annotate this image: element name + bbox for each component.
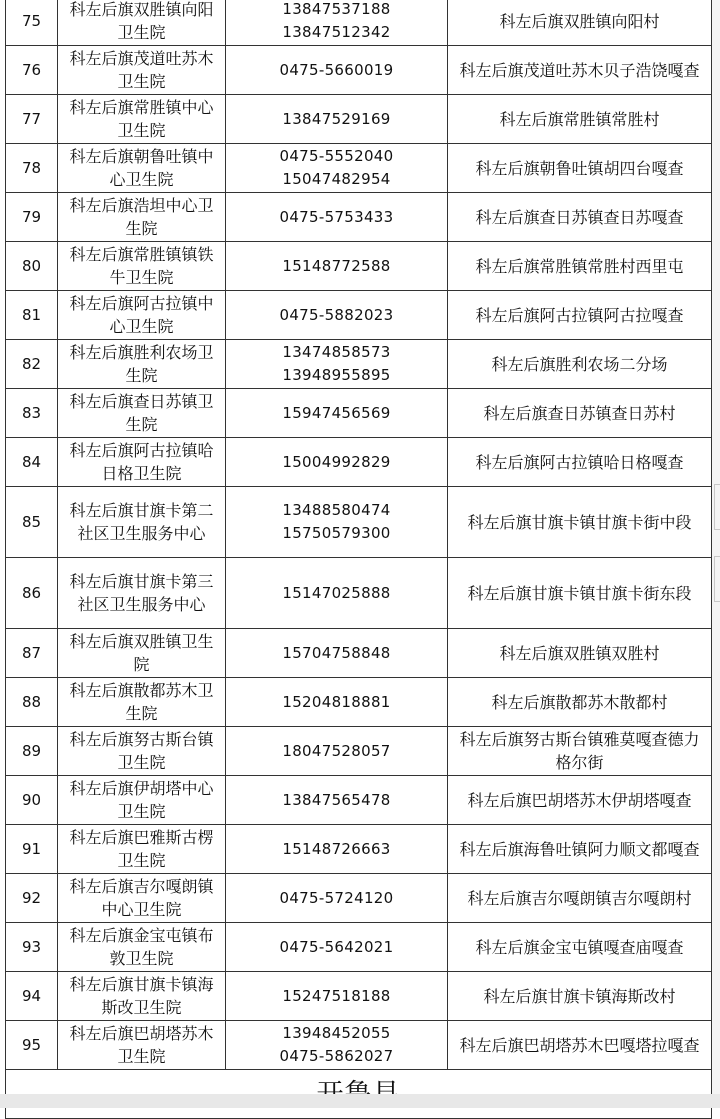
address: 科左后旗吉尔嘎朗镇吉尔嘎朗村	[448, 874, 712, 923]
hospital-name: 科左后旗巴胡塔苏木卫生院	[58, 1021, 226, 1070]
phone-number: 15148726663	[282, 839, 391, 858]
phone-number: 15147025888	[282, 583, 391, 602]
address: 科左后旗巴胡塔苏木伊胡塔嘎查	[448, 776, 712, 825]
row-number: 85	[6, 487, 58, 558]
phone-cell	[226, 340, 448, 389]
table-row	[6, 678, 712, 727]
row-number: 80	[6, 242, 58, 291]
table-row	[6, 972, 712, 1021]
row-number: 88	[6, 678, 58, 727]
hospital-name: 科左后旗努古斯台镇卫生院	[58, 727, 226, 776]
phone-number: 0475-5660019	[279, 60, 394, 79]
phone-number: 0475-5552040	[279, 147, 394, 165]
phone-number: 0475-5642021	[279, 937, 394, 956]
phone-cell	[226, 558, 448, 629]
phone-cell	[226, 776, 448, 825]
row-number: 78	[6, 144, 58, 193]
hospital-name: 科左后旗甘旗卡第三社区卫生服务中心	[58, 558, 226, 629]
address: 科左后旗常胜镇常胜村	[448, 95, 712, 144]
phone-cell	[226, 291, 448, 340]
address: 科左后旗胜利农场二分场	[448, 340, 712, 389]
phone-number: 15148772588	[282, 256, 391, 275]
table-row	[6, 1021, 712, 1070]
address: 科左后旗努古斯台镇雅莫嘎查德力格尔街	[448, 727, 712, 776]
row-number: 82	[6, 340, 58, 389]
phone-cell	[226, 95, 448, 144]
row-number: 84	[6, 438, 58, 487]
phone-cell	[226, 825, 448, 874]
address: 科左后旗双胜镇向阳村	[448, 0, 712, 46]
phone-number: 0475-5882023	[279, 305, 394, 324]
address: 科左后旗甘旗卡镇甘旗卡街东段	[448, 558, 712, 629]
table-row	[6, 95, 712, 144]
hospital-name: 科左后旗常胜镇镇铁牛卫生院	[58, 242, 226, 291]
phone-number: 13488580474	[282, 501, 391, 519]
side-marker	[714, 556, 720, 602]
row-number: 87	[6, 629, 58, 678]
address: 科左后旗散都苏木散都村	[448, 678, 712, 727]
phone-cell	[226, 923, 448, 972]
hospital-name: 科左后旗茂道吐苏木卫生院	[58, 46, 226, 95]
phone-cell	[226, 46, 448, 95]
address: 科左后旗甘旗卡镇甘旗卡街中段	[448, 487, 712, 558]
address: 科左后旗海鲁吐镇阿力顺文都嘎查	[448, 825, 712, 874]
address: 科左后旗查日苏镇查日苏嘎查	[448, 193, 712, 242]
phone-number: 0475-5724120	[279, 888, 394, 907]
hospital-name: 科左后旗浩坦中心卫生院	[58, 193, 226, 242]
table-row	[6, 727, 712, 776]
address: 科左后旗巴胡塔苏木巴嘎塔拉嘎查	[448, 1021, 712, 1070]
address: 科左后旗查日苏镇查日苏村	[448, 389, 712, 438]
phone-cell	[226, 389, 448, 438]
hospital-name: 科左后旗双胜镇卫生院	[58, 629, 226, 678]
phone-number: 15704758848	[282, 643, 391, 662]
hospital-name: 科左后旗散都苏木卫生院	[58, 678, 226, 727]
phone-number: 0475-5862027	[279, 1047, 394, 1065]
table-row	[6, 242, 712, 291]
table-row	[6, 340, 712, 389]
phone-number: 13847512342	[282, 23, 391, 41]
hospital-name: 科左后旗查日苏镇卫生院	[58, 389, 226, 438]
row-number: 76	[6, 46, 58, 95]
table-row	[6, 558, 712, 629]
phone-number: 15204818881	[282, 692, 391, 711]
hospital-name: 科左后旗甘旗卡镇海斯改卫生院	[58, 972, 226, 1021]
address: 科左后旗阿古拉镇哈日格嘎查	[448, 438, 712, 487]
phone-number: 15004992829	[282, 452, 391, 471]
address: 科左后旗金宝屯镇嘎查庙嘎查	[448, 923, 712, 972]
address: 科左后旗甘旗卡镇海斯改村	[448, 972, 712, 1021]
row-number: 86	[6, 558, 58, 629]
phone-cell	[226, 438, 448, 487]
address: 科左后旗茂道吐苏木贝子浩饶嘎查	[448, 46, 712, 95]
row-number: 91	[6, 825, 58, 874]
table-row	[6, 776, 712, 825]
right-edge-strip	[712, 0, 720, 1094]
side-marker	[714, 484, 720, 530]
table-row	[6, 193, 712, 242]
address: 科左后旗双胜镇双胜村	[448, 629, 712, 678]
table-row	[6, 629, 712, 678]
hospital-name: 科左后旗吉尔嘎朗镇中心卫生院	[58, 874, 226, 923]
table-row	[6, 291, 712, 340]
row-number: 90	[6, 776, 58, 825]
address: 科左后旗朝鲁吐镇胡四台嘎查	[448, 144, 712, 193]
table-row	[6, 438, 712, 487]
hospital-table	[5, 0, 712, 1119]
row-number: 79	[6, 193, 58, 242]
table-row	[6, 874, 712, 923]
bottom-edge-strip	[0, 1094, 720, 1108]
table-row	[6, 0, 712, 46]
hospital-name: 科左后旗伊胡塔中心卫生院	[58, 776, 226, 825]
row-number: 94	[6, 972, 58, 1021]
phone-number: 13847565478	[282, 790, 391, 809]
row-number: 81	[6, 291, 58, 340]
row-number: 93	[6, 923, 58, 972]
row-number: 95	[6, 1021, 58, 1070]
hospital-name: 科左后旗巴雅斯古楞卫生院	[58, 825, 226, 874]
phone-cell	[226, 678, 448, 727]
row-number: 89	[6, 727, 58, 776]
phone-cell	[226, 727, 448, 776]
phone-cell	[226, 629, 448, 678]
phone-cell	[226, 0, 448, 46]
table-row	[6, 825, 712, 874]
phone-number: 15947456569	[282, 403, 391, 422]
hospital-name: 科左后旗胜利农场卫生院	[58, 340, 226, 389]
phone-number: 13948955895	[282, 366, 391, 384]
table-row	[6, 389, 712, 438]
hospital-name: 科左后旗双胜镇向阳卫生院	[58, 0, 226, 46]
phone-cell	[226, 193, 448, 242]
table-row	[6, 144, 712, 193]
phone-number: 18047528057	[282, 741, 391, 760]
hospital-name: 科左后旗阿古拉镇哈日格卫生院	[58, 438, 226, 487]
row-number: 92	[6, 874, 58, 923]
phone-number: 15750579300	[282, 524, 391, 542]
table-row	[6, 923, 712, 972]
phone-number: 13948452055	[282, 1024, 391, 1042]
phone-cell	[226, 874, 448, 923]
phone-number: 15247518188	[282, 986, 391, 1005]
phone-cell	[226, 144, 448, 193]
address: 科左后旗阿古拉镇阿古拉嘎查	[448, 291, 712, 340]
row-number: 83	[6, 389, 58, 438]
phone-number: 13847537188	[282, 0, 391, 18]
phone-cell	[226, 1021, 448, 1070]
phone-number: 13474858573	[282, 343, 391, 361]
hospital-name: 科左后旗常胜镇中心卫生院	[58, 95, 226, 144]
phone-number: 15047482954	[282, 170, 391, 188]
phone-cell	[226, 972, 448, 1021]
phone-number: 0475-5753433	[279, 207, 394, 226]
hospital-name: 科左后旗阿古拉镇中心卫生院	[58, 291, 226, 340]
row-number: 75	[6, 0, 58, 46]
phone-number: 13847529169	[282, 109, 391, 128]
row-number: 77	[6, 95, 58, 144]
address: 科左后旗常胜镇常胜村西里屯	[448, 242, 712, 291]
table-row	[6, 487, 712, 558]
hospital-name: 科左后旗甘旗卡第二社区卫生服务中心	[58, 487, 226, 558]
hospital-name: 科左后旗金宝屯镇布敦卫生院	[58, 923, 226, 972]
phone-cell	[226, 242, 448, 291]
phone-cell	[226, 487, 448, 558]
table-row	[6, 46, 712, 95]
hospital-name: 科左后旗朝鲁吐镇中心卫生院	[58, 144, 226, 193]
